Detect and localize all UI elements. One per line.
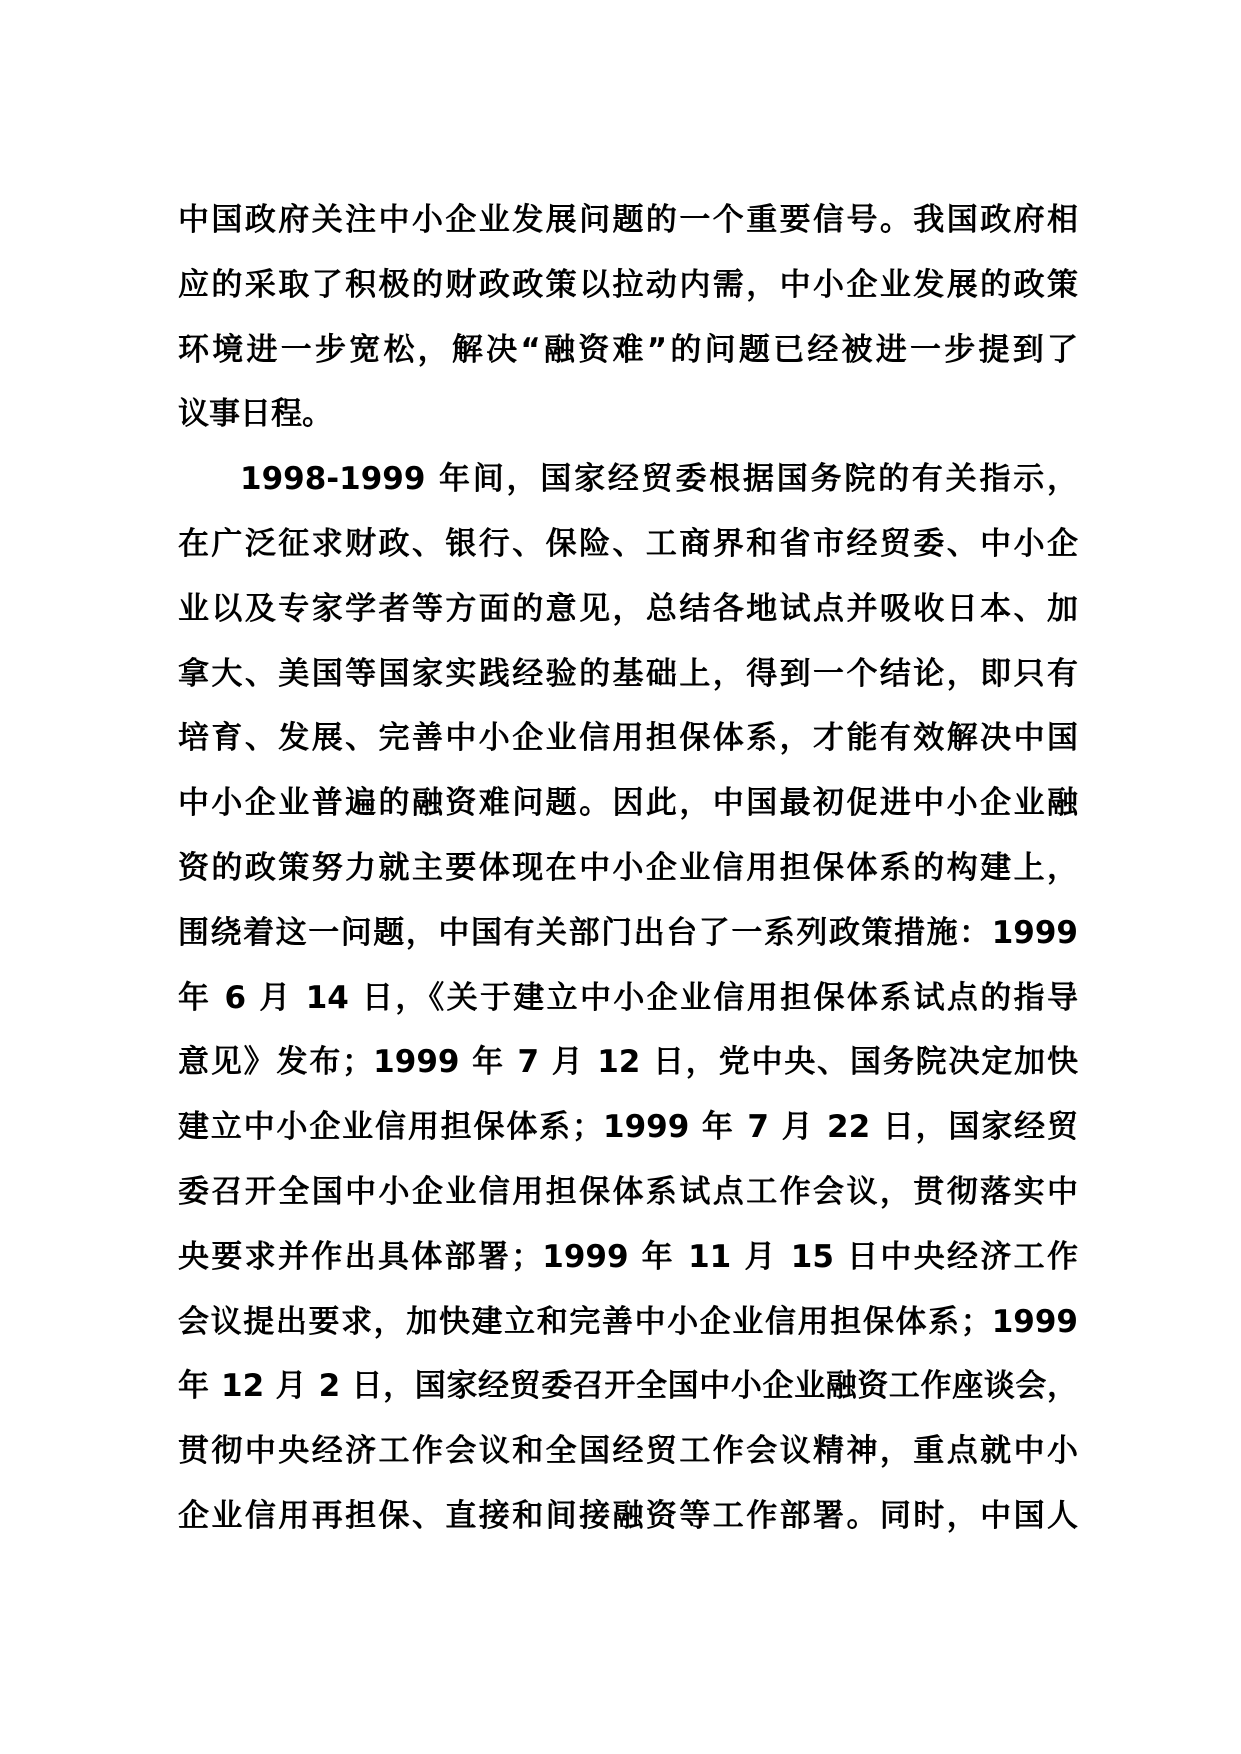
text-line: 建立中小企业信用担保体系；1999 年 7 月 22 日，国家经贸 [178, 1109, 1078, 1146]
text-line: 委召开全国中小企业信用担保体系试点工作会议，贯彻落实中 [178, 1173, 1078, 1210]
text-line: 会议提出要求，加快建立和完善中小企业信用担保体系；1999 [178, 1303, 1078, 1340]
text-line: 中小企业普遍的融资难问题。因此，中国最初促进中小企业融 [178, 785, 1078, 822]
text-line: 1998-1999 年间，国家经贸委根据国务院的有关指示， [240, 461, 1078, 498]
text-line: 环境进一步宽松，解决“融资难”的问题已经被进一步提到了 [178, 331, 1078, 368]
text-line: 年 12 月 2 日，国家经贸委召开全国中小企业融资工作座谈会， [178, 1368, 1078, 1405]
text-line: 议事日程。 [178, 396, 333, 433]
text-line: 贯彻中央经济工作会议和全国经贸工作会议精神，重点就中小 [178, 1433, 1078, 1470]
text-line: 中国政府关注中小企业发展问题的一个重要信号。我国政府相 [178, 202, 1078, 238]
text-line: 在广泛征求财政、银行、保险、工商界和省市经贸委、中小企 [178, 525, 1078, 562]
text-line: 企业信用再担保、直接和间接融资等工作部署。同时，中国人 [178, 1497, 1078, 1534]
text-line: 拿大、美国等国家实践经验的基础上，得到一个结论，即只有 [178, 655, 1078, 692]
text-line: 年 6 月 14 日，《关于建立中小企业信用担保体系试点的指导 [178, 979, 1078, 1016]
text-line: 培育、发展、完善中小企业信用担保体系，才能有效解决中国 [178, 720, 1078, 757]
text-line: 资的政策努力就主要体现在中小企业信用担保体系的构建上， [178, 849, 1078, 886]
text-line: 业以及专家学者等方面的意见，总结各地试点并吸收日本、加 [178, 590, 1078, 627]
body-text [178, 188, 1078, 1549]
text-line: 应的采取了积极的财政政策以拉动内需，中小企业发展的政策 [178, 266, 1078, 303]
text-line: 央要求并作出具体部署；1999 年 11 月 15 日中央经济工作 [178, 1238, 1078, 1275]
text-line: 意见》发布；1999 年 7 月 12 日，党中央、国务院决定加快 [178, 1044, 1078, 1081]
text-line: 围绕着这一问题，中国有关部门出台了一系列政策措施：1999 [178, 914, 1078, 951]
